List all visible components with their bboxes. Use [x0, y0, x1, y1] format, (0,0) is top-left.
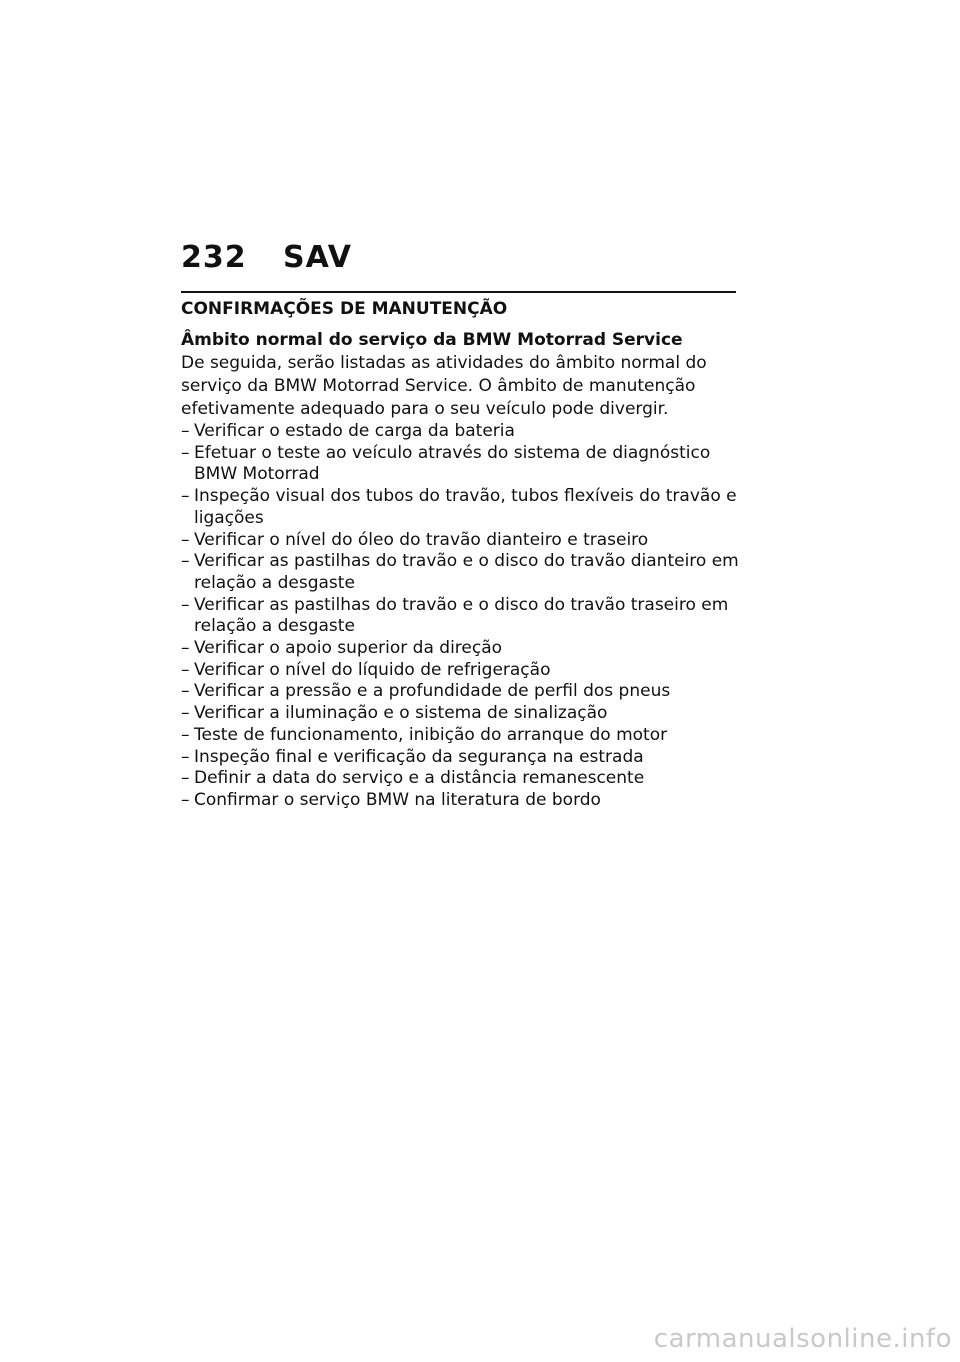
- dash-marker: –: [181, 594, 190, 615]
- page-number: 232: [181, 240, 247, 275]
- list-item-text: Verificar as pastilhas do travão e o disco do travão dianteiro em relação a desgaste: [194, 551, 739, 593]
- list-item-text: Definir a data do serviço e a distância remanescente: [194, 768, 645, 789]
- dash-marker: –: [181, 442, 190, 463]
- list-item: [181, 638, 741, 660]
- list-item-text: Efetuar o teste ao veículo através do sistema de diagnóstico BMW Motorrad: [194, 442, 711, 485]
- list-item: [181, 681, 741, 703]
- list-item-text: Verificar a pressão e a profundidade de perfil dos pneus: [194, 681, 671, 702]
- dash-marker: –: [181, 551, 190, 572]
- dash-marker: –: [181, 768, 190, 789]
- dash-marker: –: [181, 681, 190, 702]
- list-item-text: Teste de funcionamento, inibição do arranque do motor: [194, 724, 668, 745]
- dash-marker: –: [181, 703, 190, 724]
- dash-marker: –: [181, 724, 190, 745]
- list-item: [181, 486, 741, 529]
- maintenance-checklist: [181, 421, 741, 812]
- list-item-text: Verificar as pastilhas do travão e o disco do travão traseiro em relação a desgaste: [194, 594, 729, 637]
- section-title: CONFIRMAÇÕES DE MANUTENÇÃO: [181, 299, 508, 319]
- list-item-text: Verificar o apoio superior da direção: [194, 638, 503, 659]
- list-item-text: Verificar o nível do líquido de refrigeração: [194, 659, 551, 680]
- dash-marker: –: [181, 746, 190, 767]
- header-divider: [181, 291, 736, 293]
- page-header: [181, 240, 736, 275]
- chapter-title: SAV: [283, 240, 353, 275]
- list-item: [181, 551, 741, 594]
- page-content: [181, 296, 741, 812]
- list-item: [181, 725, 741, 747]
- dash-marker: –: [181, 789, 190, 810]
- list-item: [181, 595, 741, 638]
- list-item: [181, 443, 741, 486]
- list-item: [181, 660, 741, 682]
- list-item: [181, 703, 741, 725]
- list-item: [181, 421, 741, 443]
- dash-marker: –: [181, 486, 190, 507]
- list-item-text: Confirmar o serviço BMW na literatura de bordo: [194, 789, 601, 810]
- dash-marker: –: [181, 529, 190, 550]
- dash-marker: –: [181, 659, 190, 680]
- list-item-text: Verificar o estado de carga da bateria: [194, 421, 515, 441]
- list-item-text: Verificar o nível do óleo do travão dianteiro e traseiro: [194, 529, 649, 550]
- list-item-text: Verificar a iluminação e o sistema de sinalização: [194, 703, 608, 724]
- list-item: [181, 747, 741, 769]
- subsection-title: Âmbito normal do serviço da BMW Motorrad Service: [181, 330, 683, 350]
- list-item: [181, 530, 741, 552]
- dash-marker: –: [181, 638, 190, 659]
- list-item: [181, 790, 741, 812]
- watermark-text[interactable]: carmanualsonline.info: [653, 1324, 952, 1354]
- list-item: [181, 768, 741, 790]
- dash-marker: –: [181, 421, 190, 441]
- list-item-text: Inspeção final e verificação da segurança na estrada: [194, 746, 644, 767]
- intro-paragraph: De seguida, serão listadas as atividades do âmbito normal do serviço da BMW Motorrad Service. O âmbito de manutenção efetivamente adequado para o seu veículo pode divergir.: [181, 353, 707, 419]
- list-item-text: Inspeção visual dos tubos do travão, tubos flexíveis do travão e ligações: [194, 486, 737, 528]
